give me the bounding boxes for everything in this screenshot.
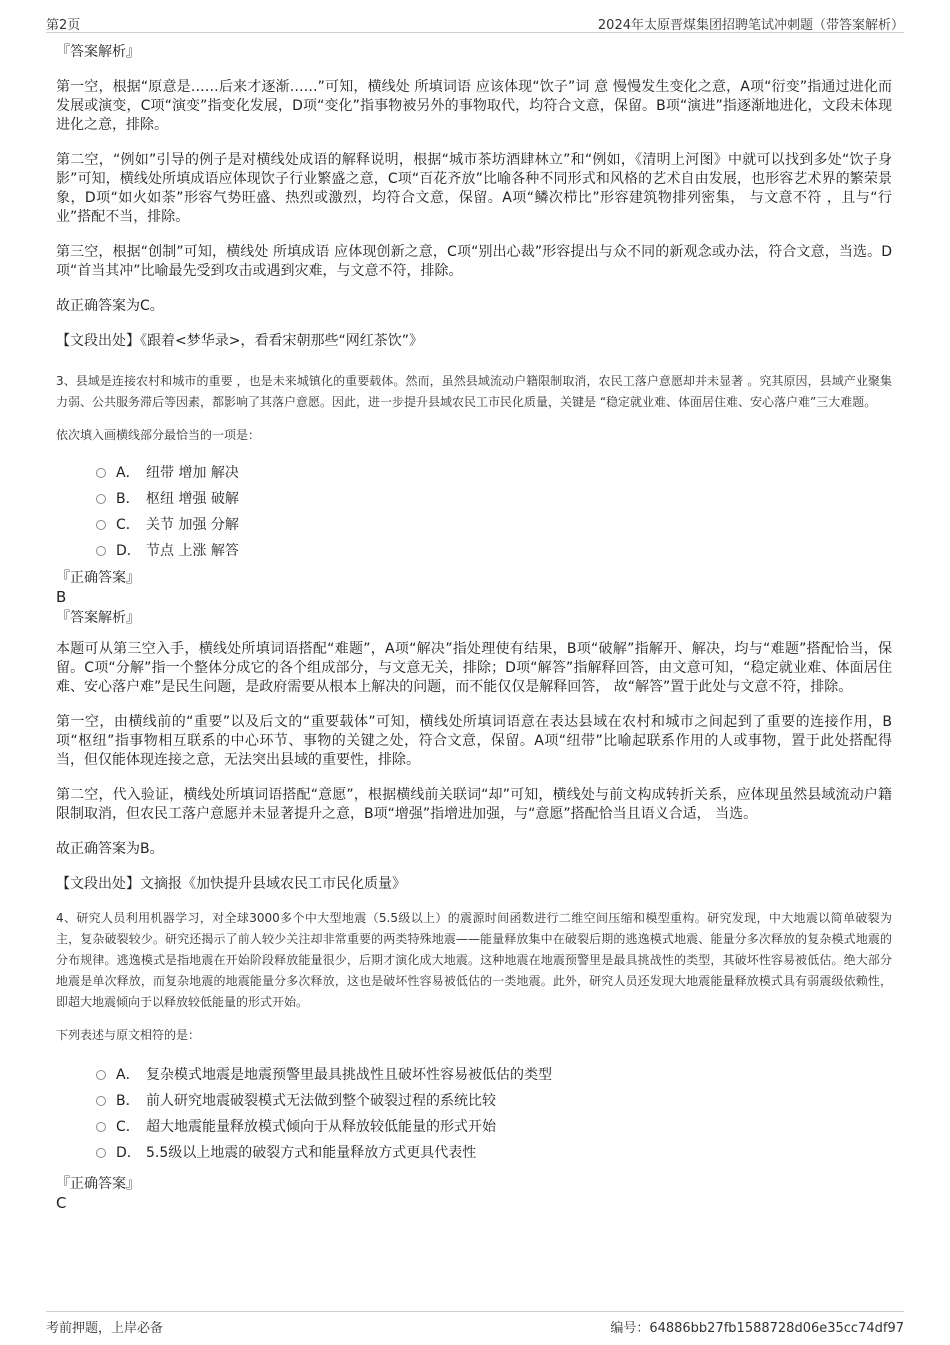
radio-icon[interactable] <box>96 468 106 478</box>
q4-option-c[interactable]: C． 超大地震能量释放模式倾向于从释放较低能量的形式开始 <box>96 1114 892 1140</box>
q2-source: 【文段出处】《跟着<梦华录>，看看宋朝那些“网红茶饮”》 <box>56 333 423 349</box>
q4-answer-value: C <box>56 1194 67 1212</box>
q3-prompt: 依次填入画横线部分最恰当的一项是： <box>56 428 261 442</box>
q2-analysis-paragraph-3: 第三空，根据“创制”可知，横线处 所填成语 应体现创新之意，C项“别出心裁”形容提出与众不同的新观念或办法，符合文意，当选。D项“首当其冲”比喻最先受到攻击或遇到灾难，与文意不符，排除。 <box>56 244 892 279</box>
q3-options <box>56 460 892 564</box>
radio-icon[interactable] <box>96 1148 106 1158</box>
radio-icon[interactable] <box>96 494 106 504</box>
q2-analysis-label: 『答案解析』 <box>56 44 140 60</box>
q2-analysis-paragraph-1: 第一空，根据“原意是……后来才逐渐……”可知，横线处 所填词语 应该体现“饮子”词 意 慢慢发生变化之意，A项“衍变”指通过进化而发展或演变，C项“演变”指变化发展，D项“变化”指事物被另外的事物取代，均符合文意，保留。B项“演进”指逐渐地进化，文段未体现进化之意，排除。 <box>56 79 892 133</box>
q3-analysis-paragraph-3: 第二空，代入验证，横线处所填词语搭配“意愿”，根据横线前关联词“却”可知，横线处与前文构成转折关系，应体现虽然县域流动户籍限制取消，但农民工落户意愿并未显著提升之意，B项“增强”指增进加强，与“意愿”搭配恰当且语义合适， 当选。 <box>56 787 892 822</box>
q4-prompt: 下列表述与原文相符的是： <box>56 1028 201 1042</box>
radio-icon[interactable] <box>96 520 106 530</box>
q3-stem: 3、县域是连接农村和城市的重要 ，也是未来城镇化的重要载体。然而，虽然县域流动户籍限制取消，农民工落户意愿却并未显著 。究其原因，县域产业聚集力弱、公共服务滞后等因素，都影响了其落户意愿。因此，进一步提升县域农民工市民化质量，关键是 “稳定就业难、体面居住难、安心落户难”三大难题。 <box>56 374 892 409</box>
q3-analysis-paragraph-1: 本题可从第三空入手，横线处所填词语搭配“难题”，A项“解决”指处理使有结果，B项“破解”指解开、解决，均与“难题”搭配恰当，保留。C项“分解”指一个整体分成它的各个组成部分，与文意无关，排除；D项“解答”指解释回答，由文意可知，“稳定就业难、体面居住难、安心落户难”是民生问题，是政府需要从根本上解决的问题，而不能仅仅是解释回答， 故“解答”置于此处与文意不符，排除。 <box>56 641 892 695</box>
page-number: 第2页 <box>46 18 81 33</box>
page-header <box>46 10 904 33</box>
document-code: 编号：64886bb27fb1588728d06e35cc74df97 <box>610 1321 904 1336</box>
q4-answer-label: 『正确答案』 <box>56 1176 140 1192</box>
page-footer <box>46 1311 904 1336</box>
q3-analysis-label: 『答案解析』 <box>56 610 140 626</box>
q3-analysis-paragraph-2: 第一空，由横线前的“重要”以及后文的“重要载体”可知，横线处所填词语意在表达县域在农村和城市之间起到了重要的连接作用，B项“枢纽”指事物相互联系的中心环节、事物的关键之处，符合文意，保留。A项“纽带”比喻起联系作用的人或事物，置于此处搭配得当，但仅能体现连接之意，无法突出县域的重要性，排除。 <box>56 714 892 768</box>
q4-stem: 4、研究人员利用机器学习，对全球3000多个中大型地震（5.5级以上）的震源时间函数进行二维空间压缩和模型重构。研究发现，中大地震以简单破裂为主，复杂破裂较少。研究还揭示了前人较少关注却非常重要的两类特殊地震——能量释放集中在破裂后期的逃逸模式地震、能量分多次释放的复杂模式地震的分布规律。逃逸模式是指地震在开始阶段释放能量很少，后期才演化成大地震。这种地震在地震预警里是最具挑战性的类型，其破坏性容易被低估。绝大部分地震是单次释放，而复杂地震的地震能量分多次释放，这也是破坏性容易被低估的一类地震。此外，研究人员还发现大地震能量释放模式具有弱震级依赖性，即超大地震倾向于以释放较低能量的形式开始。 <box>56 911 892 1009</box>
radio-icon[interactable] <box>96 1096 106 1106</box>
radio-icon[interactable] <box>96 1122 106 1132</box>
q3-option-a[interactable]: A． 纽带 增加 解决 <box>96 460 892 486</box>
radio-icon[interactable] <box>96 546 106 556</box>
document-title: 2024年太原晋煤集团招聘笔试冲刺题（带答案解析） <box>597 18 904 33</box>
q4-option-d[interactable]: D． 5.5级以上地震的破裂方式和能量释放方式更具代表性 <box>96 1140 892 1166</box>
q4-options <box>56 1062 892 1166</box>
q3-source: 【文段出处】文摘报《加快提升县域农民工市民化质量》 <box>56 876 406 892</box>
q4-option-a[interactable]: A． 复杂模式地震是地震预警里最具挑战性且破坏性容易被低估的类型 <box>96 1062 892 1088</box>
footer-slogan: 考前押题，上岸必备 <box>46 1321 164 1336</box>
q3-option-c[interactable]: C． 关节 加强 分解 <box>96 512 892 538</box>
q2-analysis-paragraph-2: 第二空，“例如”引导的例子是对横线处成语的解释说明，根据“城市茶坊酒肆林立”和“例如，《清明上河图》中就可以找到多处“饮子身影”可知，横线处所填成语应体现饮子行业繁盛之意，C项“百花齐放”比喻各种不同形式和风格的艺术自由发展，也形容艺术界的繁荣景象，D项“如火如荼”形容气势旺盛、热烈或激烈，均符合文意，保留。A项“鳞次栉比”形容建筑物排列密集， 与文意不符 ，且与“行业”搭配不当，排除。 <box>56 152 892 225</box>
q3-conclusion: 故正确答案为B。 <box>56 841 164 857</box>
radio-icon[interactable] <box>96 1070 106 1080</box>
q4-option-b[interactable]: B． 前人研究地震破裂模式无法做到整个破裂过程的系统比较 <box>96 1088 892 1114</box>
q2-conclusion: 故正确答案为C。 <box>56 298 164 314</box>
page-content <box>56 42 892 1213</box>
q3-answer-value: B <box>56 588 67 606</box>
q3-option-d[interactable]: D． 节点 上涨 解答 <box>96 538 892 564</box>
q3-option-b[interactable]: B． 枢纽 增强 破解 <box>96 486 892 512</box>
q3-answer-label: 『正确答案』 <box>56 570 140 586</box>
